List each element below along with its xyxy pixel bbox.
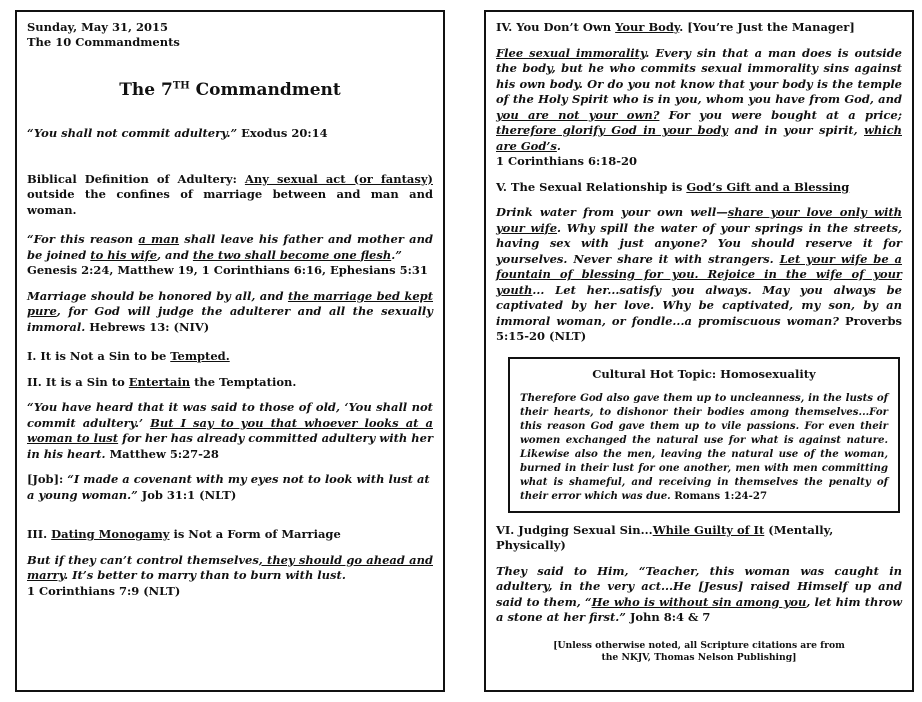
genesis-verse: “For this reason a man shall leave his father and mother and be joined to his wife, and the two shall become one flesh.” bbox=[27, 232, 433, 262]
job-verse: [Job]: “I made a covenant with my eyes not to look with lust at a young woman.” Job 31:1 (NLT) bbox=[27, 472, 430, 502]
footnote: [Unless otherwise noted, all Scripture citations are from the NKJV, Thomas Nelson Publishing] bbox=[553, 639, 845, 663]
corinthians-7-ref: 1 Corinthians 7:9 (NLT) bbox=[27, 583, 181, 598]
romans-verse: Therefore God also gave them up to uncleanness, in the lusts of their hearts, to dishonor their bodies among themselves...For this reason God gave them up to vile passions. For even their women exchanged the natural use for what is against nature. Likewise also the men, leaving the natural use of the woman, burned in their lust for one another, men with men committing what is shameful, and receiving in themselves the penalty of their error which was due. Romans 1:24-27 bbox=[520, 391, 888, 502]
point-4: IV. You Don’t Own Your Body. [You’re Just the Manager] bbox=[496, 20, 855, 34]
page-title: The 7TH Commandment bbox=[119, 80, 341, 100]
point-1: I. It is Not a Sin to be Tempted. bbox=[27, 349, 230, 363]
definition: Biblical Definition of Adultery: Any sexual act (or fantasy) outside the confines of marriage between and man and woman. bbox=[27, 171, 433, 217]
right-column bbox=[484, 10, 914, 692]
proverbs-verse: Drink water from your own well—share your love only with your wife. Why spill the water of your springs in the streets, having sex with just anyone? You should reserve it for yourselves. Never share it with strangers. Let your wife be a fountain of blessing for you. Rejoice in the wife of your youth... Let her...satisfy you always. May you always be captivated by her love. Why be captivated, my son, by an immoral woman, or fondle...a promiscuous woman? Proverbs 5:15-20 (NLT) bbox=[496, 205, 903, 343]
john-verse: They said to Him, “Teacher, this woman was caught in adultery, in the very act...He [Jesus] raised Himself up and said to them, “He who is without sin among you, let him throw a stone at her first.” John 8:4 & 7 bbox=[496, 563, 903, 624]
exodus-verse: “You shall not commit adultery.” Exodus 20:14 bbox=[27, 126, 328, 140]
point-3: III. Dating Monogamy is Not a Form of Marriage bbox=[27, 527, 341, 541]
corinthians-7-verse: But if they can’t control themselves, they should go ahead and marry. It’s better to marry than to burn with lust. bbox=[27, 552, 433, 582]
point-6: VI. Judging Sexual Sin...While Guilty of It (Mentally, Physically) bbox=[496, 522, 834, 552]
matthew-verse: “You have heard that it was said to those of old, ‘You shall not commit adultery.’ But I say to you that whoever looks at a woman to lust for her has already committed adultery with her in his heart. Matthew 5:27-28 bbox=[27, 400, 434, 461]
left-column bbox=[15, 10, 445, 692]
point-2: II. It is a Sin to Entertain the Temptation. bbox=[27, 374, 297, 389]
hot-topic-box bbox=[508, 357, 900, 513]
genesis-ref: Genesis 2:24, Matthew 19, 1 Corinthians 6:16, Ephesians 5:31 bbox=[27, 263, 428, 277]
corinthians-6-verse: Flee sexual immorality. Every sin that a man does is outside the body, but he who commits sexual immorality sins against his own body. Or do you not know that your body is the temple of the Holy Spirit who is in you, whom you have from God, and you are not your own? For you were bought at a price; therefore glorify God in your body and in your spirit, which are God’s. bbox=[496, 45, 902, 153]
corinthians-6-ref: 1 Corinthians 6:18-20 bbox=[496, 154, 637, 168]
point-5: V. The Sexual Relationship is God’s Gift and a Blessing bbox=[496, 179, 850, 194]
hebrews-verse: Marriage should be honored by all, and the marriage bed kept pure, for God will judge the adulterer and all the sexually immoral. Hebrews 13: (NIV) bbox=[27, 288, 434, 334]
hot-topic-title: Cultural Hot Topic: Homosexuality bbox=[592, 366, 816, 381]
date: Sunday, May 31, 2015 bbox=[27, 20, 168, 34]
series-title: The 10 Commandments bbox=[27, 35, 180, 49]
